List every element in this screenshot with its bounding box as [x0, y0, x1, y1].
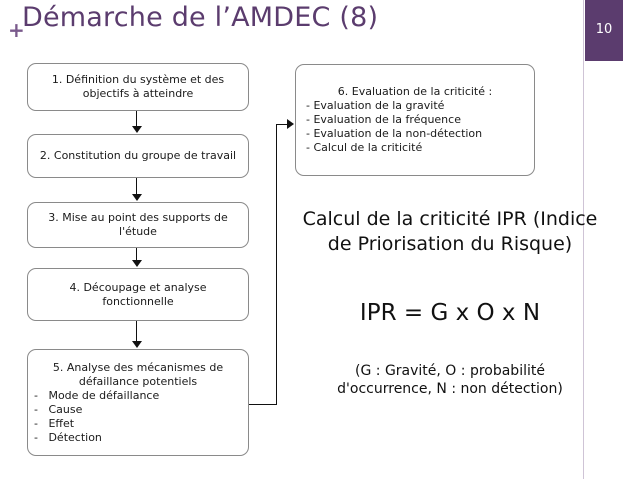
step-5-title: 5. Analyse des mécanismes de défaillance potentiels: [52, 360, 224, 388]
arrow-1-2: [136, 111, 137, 127]
arrowhead-icon: [132, 126, 142, 133]
step-2-label: 2. Constitution du groupe de travail: [39, 149, 237, 162]
connector-v: [276, 124, 277, 405]
step-6-item: - Evaluation de la fréquence: [306, 113, 461, 126]
step-5-item: - Détection: [34, 430, 102, 444]
arrowhead-right-icon: [287, 119, 294, 129]
arrowhead-icon: [132, 194, 142, 201]
connector-h1: [249, 404, 276, 405]
step-3-box: [27, 202, 249, 248]
step-6-item: - Evaluation de la gravité: [306, 99, 445, 112]
step-1-box: [27, 63, 249, 111]
step-5-box: [27, 349, 249, 456]
step-4-label: 4. Découpage et analyse fonctionnelle: [69, 280, 207, 308]
step-5-item: - Effet: [34, 416, 75, 430]
step-4-box: [27, 268, 249, 321]
criticality-heading: Calcul de la criticité IPR (Indice de Priorisation du Risque): [302, 208, 598, 255]
arrow-2-3: [136, 178, 137, 195]
step-1-label: 1. Définition du système et des objectifs à atteindre: [51, 73, 225, 100]
step-6-title: 6. Evaluation de la criticité :: [337, 85, 493, 98]
step-3-label: 3. Mise au point des supports de l'étude: [48, 211, 228, 238]
step-6-item: - Calcul de la criticité: [306, 141, 423, 154]
plus-icon: +: [8, 18, 25, 42]
arrowhead-icon: [132, 341, 142, 348]
page-title: Démarche de l’AMDEC (8): [22, 2, 379, 33]
step-5-item: - Mode de défaillance: [34, 388, 160, 402]
formula-legend: (G : Gravité, O : probabilité d'occurrence, N : non détection): [337, 363, 563, 397]
ipr-formula: IPR = G x O x N: [359, 300, 541, 326]
page-number: 10: [595, 22, 613, 37]
page-number-badge: [585, 0, 623, 61]
arrow-4-5: [136, 321, 137, 342]
step-6-item: - Evaluation de la non-détection: [306, 127, 483, 140]
arrowhead-icon: [132, 260, 142, 267]
step-5-item: - Cause: [34, 402, 83, 416]
step-6-box: [295, 64, 535, 176]
step-2-box: [27, 134, 249, 178]
